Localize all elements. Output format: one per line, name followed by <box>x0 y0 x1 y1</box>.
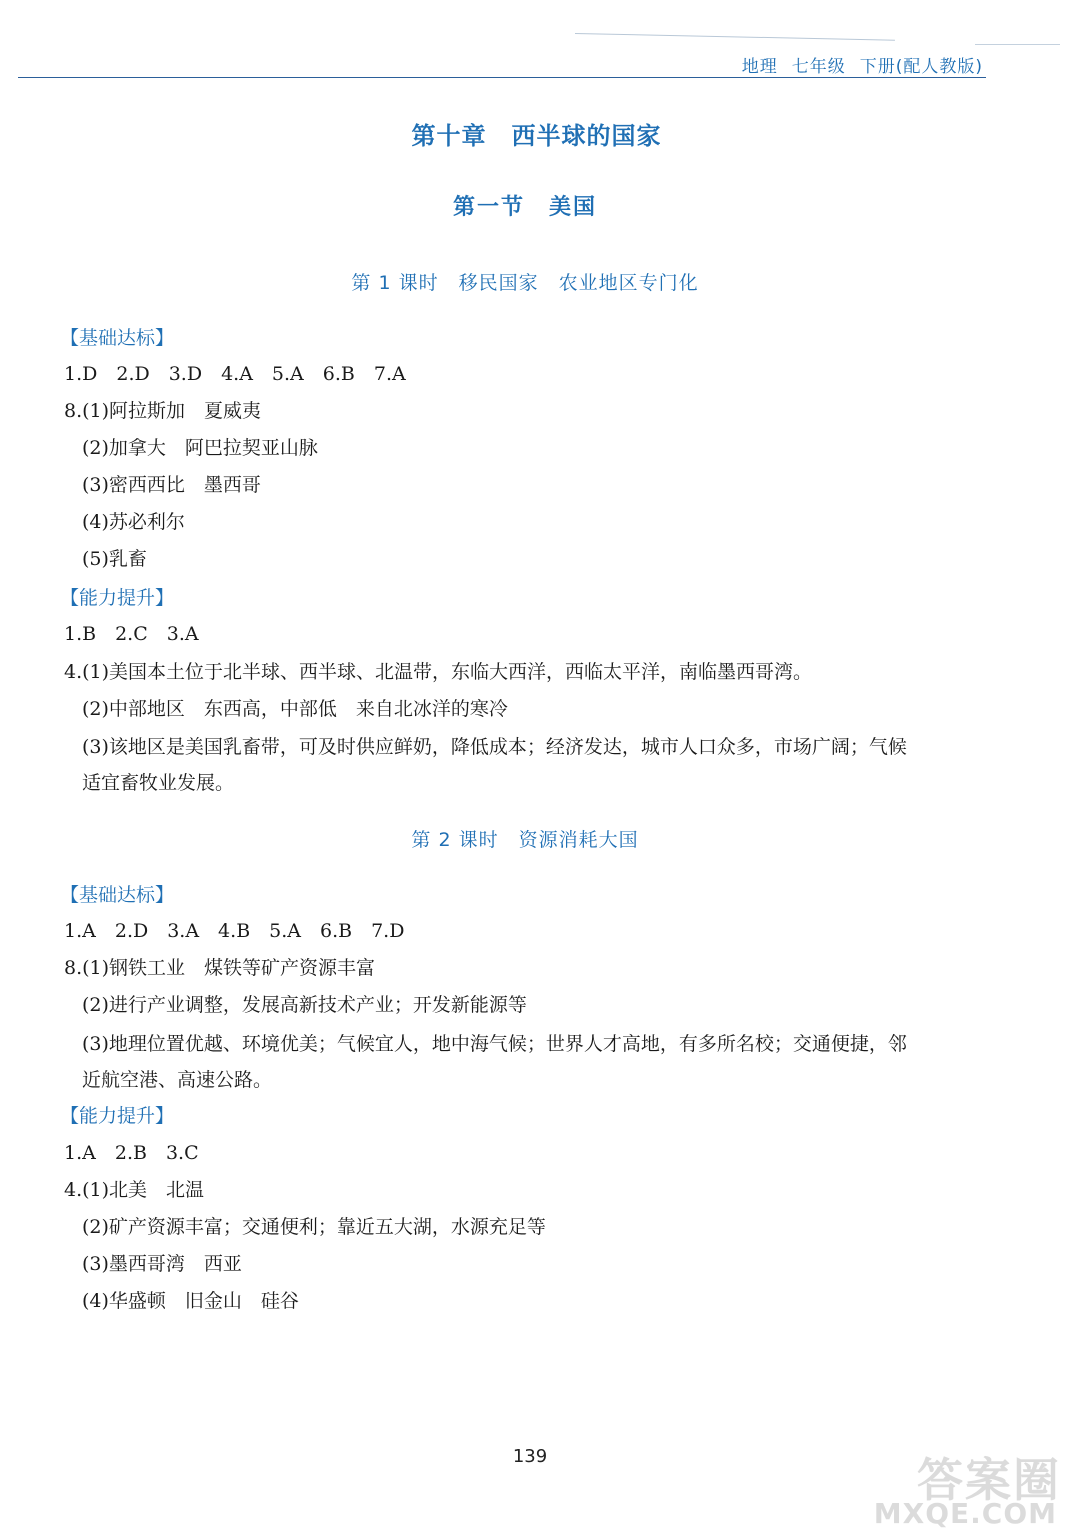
header-rule <box>18 77 986 78</box>
answer-line: (3)地理位置优越、环境优美；气候宜人，地中海气候；世界人才高地，有多所名校；交通便捷，邻 <box>82 1033 907 1055</box>
answer-line: 4.(1)美国本土位于北半球、西半球、北温带，东临大西洋，西临太平洋，南临墨西哥湾。 <box>64 661 813 683</box>
page-number: 139 <box>512 1446 548 1467</box>
header-grade: 七年级 <box>791 57 846 77</box>
answer-line: (3)密西西比 墨西哥 <box>82 474 261 496</box>
watermark-logo <box>873 1444 1061 1530</box>
header-decor-line <box>575 33 895 41</box>
lesson2-title: 第 2 课时 资源消耗大国 <box>411 829 639 851</box>
answer-line: 1.A 2.D 3.A 4.B 5.A 6.B 7.D <box>64 920 405 942</box>
answer-line: 1.B 2.C 3.A <box>64 623 199 645</box>
answer-line: 1.A 2.B 3.C <box>64 1142 199 1164</box>
answer-line: 8.(1)阿拉斯加 夏威夷 <box>64 400 262 422</box>
answer-line: 4.(1)北美 北温 <box>64 1179 205 1201</box>
header-edition: 下册(配人教版) <box>859 57 983 77</box>
answer-line: 近航空港、高速公路。 <box>82 1069 273 1091</box>
answer-line: (2)进行产业调整，发展高新技术产业；开发新能源等 <box>82 994 527 1016</box>
lesson2-basic-tag: 【基础达标】 <box>60 884 175 906</box>
section-title: 第一节 美国 <box>452 194 597 220</box>
lesson1-advanced-tag: 【能力提升】 <box>60 587 175 609</box>
answer-line: (2)中部地区 东西高，中部低 来自北冰洋的寒冷 <box>82 698 508 720</box>
chapter-title: 第十章 西半球的国家 <box>411 121 662 150</box>
answer-line: 1.D 2.D 3.D 4.A 5.A 6.B 7.A <box>64 363 406 385</box>
answer-line: (4)华盛顿 旧金山 硅谷 <box>82 1290 299 1312</box>
header-subject: 地理 <box>741 57 778 77</box>
lesson2-advanced-tag: 【能力提升】 <box>60 1105 175 1127</box>
lesson1-basic-tag: 【基础达标】 <box>60 327 175 349</box>
answer-line: (2)矿产资源丰富；交通便利；靠近五大湖，水源充足等 <box>82 1216 546 1238</box>
answer-line: (2)加拿大 阿巴拉契亚山脉 <box>82 437 318 459</box>
watermark-url-text: MXQE.COM <box>873 1497 1057 1530</box>
answer-line: (4)苏必利尔 <box>82 511 185 533</box>
answer-line: 适宜畜牧业发展。 <box>82 772 235 794</box>
header-decor-line-right <box>975 44 1060 45</box>
answer-line: (3)墨西哥湾 西亚 <box>82 1253 242 1275</box>
lesson1-title: 第 1 课时 移民国家 农业地区专门化 <box>351 272 699 294</box>
answer-line: (5)乳畜 <box>82 548 147 570</box>
running-header <box>728 52 983 77</box>
answer-line: (3)该地区是美国乳畜带，可及时供应鲜奶，降低成本；经济发达，城市人口众多，市场广阔；气候 <box>82 736 907 758</box>
watermark-main-text: 答案圈 <box>917 1453 1061 1507</box>
answer-line: 8.(1)钢铁工业 煤铁等矿产资源丰富 <box>64 957 376 979</box>
